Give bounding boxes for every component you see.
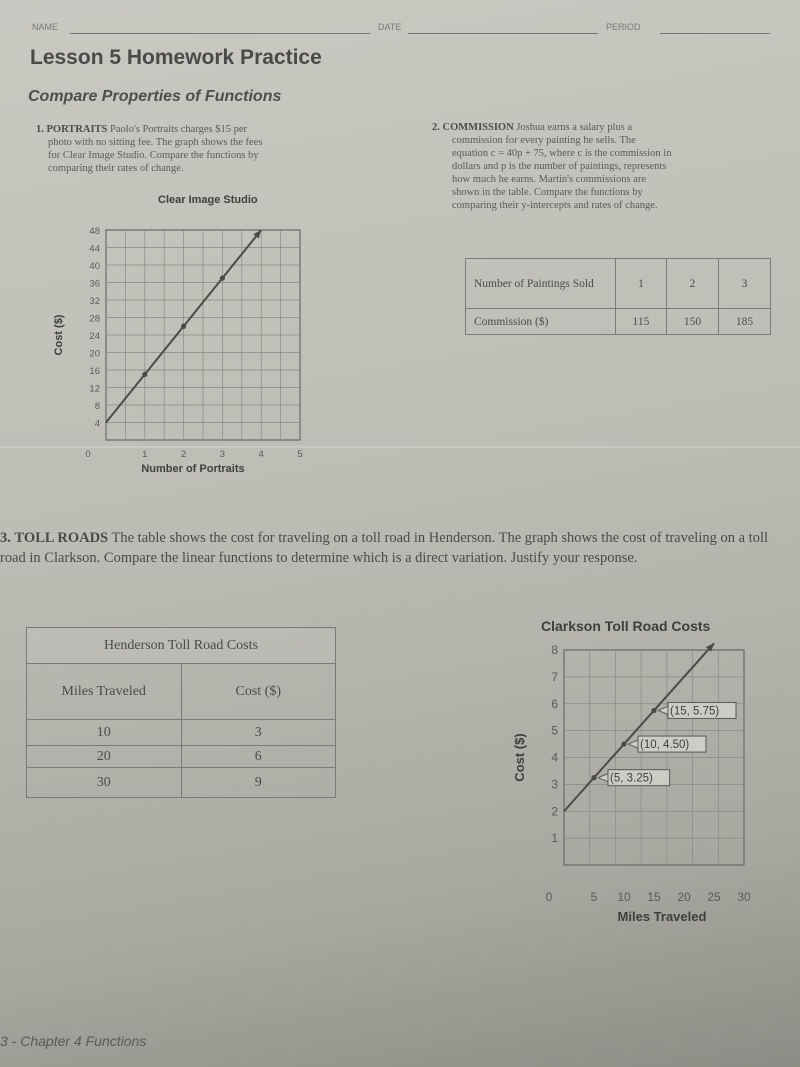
table-cell: 2 bbox=[666, 259, 718, 309]
table-cell: 30 bbox=[27, 768, 182, 798]
problem-2-line: equation c = 40p + 75, where c is the commission in bbox=[452, 148, 672, 159]
lesson-title: Lesson 5 Homework Practice bbox=[30, 46, 322, 69]
point-annotation-pointer bbox=[628, 740, 638, 748]
problem-2-line: Joshua earns a salary plus a bbox=[516, 122, 633, 133]
table-row bbox=[27, 628, 336, 664]
table-cell: 3 bbox=[718, 259, 770, 309]
y-tick-label: 3 bbox=[551, 777, 558, 792]
footer-text: 3 - Chapter 4 Functions bbox=[0, 1033, 147, 1049]
y-tick-label: 20 bbox=[89, 348, 100, 360]
problem-3-body: The table shows the cost for traveling on a toll road in Henderson. The graph shows the cost of traveling on a toll road in Clarkson. Compare the linear functions to determine which is a direct variation. Justify your response. bbox=[0, 530, 769, 566]
table-row bbox=[466, 309, 771, 335]
point-annotation-label: (5, 3.25) bbox=[610, 772, 653, 785]
table-cell: 185 bbox=[718, 309, 770, 335]
problem-2-number: 2. bbox=[432, 122, 440, 133]
table-header-cell: Number of Paintings Sold bbox=[466, 259, 616, 309]
data-point bbox=[621, 741, 626, 746]
point-annotation-pointer bbox=[658, 706, 668, 714]
x-tick-label: 20 bbox=[677, 890, 691, 904]
problem-1-text bbox=[36, 123, 396, 175]
date-label: DATE bbox=[378, 22, 402, 32]
point-annotation-label: (15, 5.75) bbox=[670, 705, 720, 718]
problem-3-number: 3. bbox=[0, 530, 11, 546]
x-tick-label: 1 bbox=[142, 449, 148, 460]
x-tick-label: 0 bbox=[545, 890, 553, 904]
data-point bbox=[220, 276, 225, 281]
x-tick-label: 4 bbox=[258, 449, 264, 460]
y-axis-label: Cost ($) bbox=[512, 733, 527, 782]
table-cell: 10 bbox=[27, 720, 182, 746]
point-annotation-label: (10, 4.50) bbox=[640, 739, 690, 752]
clarkson-toll-chart bbox=[500, 640, 770, 940]
y-tick-label: 8 bbox=[94, 401, 100, 412]
problem-2-line: how much he earns. Martin's commissions are bbox=[452, 174, 647, 185]
table-header-cell: Cost ($) bbox=[181, 664, 336, 720]
x-tick-label: 5 bbox=[590, 890, 598, 904]
x-tick-label: 3 bbox=[219, 449, 226, 460]
data-point bbox=[591, 775, 596, 780]
problem-1-line: comparing their rates of change. bbox=[48, 163, 184, 174]
date-rule bbox=[408, 33, 598, 34]
y-tick-label: 5 bbox=[551, 723, 558, 738]
x-tick-label: 30 bbox=[737, 890, 751, 904]
table-row bbox=[27, 720, 336, 746]
chart-1-title: Clear Image Studio bbox=[158, 194, 258, 206]
y-tick-label: 40 bbox=[89, 261, 100, 272]
y-tick-label: 44 bbox=[89, 243, 100, 255]
y-tick-label: 24 bbox=[89, 331, 100, 342]
problem-2-text bbox=[432, 121, 782, 212]
y-tick-label: 2 bbox=[551, 804, 558, 819]
problem-1-line: photo with no sitting fee. The graph shows the fees bbox=[48, 137, 263, 148]
problem-2-heading: COMMISSION bbox=[442, 122, 514, 133]
problem-1-heading: PORTRAITS bbox=[46, 124, 108, 135]
x-tick-label: 15 bbox=[647, 890, 661, 904]
y-tick-label: 48 bbox=[89, 226, 100, 237]
point-annotation-pointer bbox=[598, 774, 608, 782]
data-point bbox=[181, 324, 186, 329]
y-tick-label: 4 bbox=[551, 750, 558, 765]
chart-2-title: Clarkson Toll Road Costs bbox=[541, 618, 711, 634]
period-label: PERIOD bbox=[606, 22, 641, 32]
lesson-subtitle: Compare Properties of Functions bbox=[28, 88, 282, 105]
table-title: Henderson Toll Road Costs bbox=[27, 628, 336, 664]
table-cell: 115 bbox=[616, 309, 667, 335]
problem-3-heading: TOLL ROADS bbox=[14, 530, 109, 546]
data-point bbox=[142, 372, 147, 377]
table-cell: 150 bbox=[666, 309, 718, 335]
problem-2-line: commission for every painting he sells. The bbox=[452, 135, 636, 146]
table-cell: 9 bbox=[181, 768, 336, 798]
data-point bbox=[651, 708, 656, 713]
table-header-cell: Commission ($) bbox=[466, 309, 616, 335]
name-rule bbox=[70, 33, 370, 34]
y-axis-label: Cost ($) bbox=[53, 314, 65, 356]
y-tick-label: 36 bbox=[89, 278, 100, 290]
y-tick-label: 4 bbox=[94, 418, 100, 430]
problem-2-line: shown in the table. Compare the functions by bbox=[452, 187, 643, 198]
y-tick-label: 16 bbox=[89, 366, 100, 377]
table-header-cell: Miles Traveled bbox=[27, 664, 182, 720]
problem-1-number: 1. bbox=[36, 124, 44, 135]
name-label: NAME bbox=[32, 22, 59, 32]
x-tick-label: 5 bbox=[297, 449, 303, 460]
henderson-table bbox=[26, 627, 336, 798]
problem-1-line: Paolo's Portraits charges $15 per bbox=[110, 124, 248, 135]
y-tick-label: 12 bbox=[89, 383, 100, 395]
table-cell: 1 bbox=[616, 259, 667, 309]
y-tick-label: 8 bbox=[551, 643, 558, 657]
problem-2-line: comparing their y-intercepts and rates of change. bbox=[452, 200, 658, 211]
y-tick-label: 1 bbox=[551, 831, 558, 846]
x-tick-label: 25 bbox=[707, 890, 721, 904]
y-tick-label: 7 bbox=[551, 669, 558, 684]
problem-2-line: dollars and p is the number of paintings, represents bbox=[452, 161, 667, 172]
table-row bbox=[27, 746, 336, 768]
clear-image-studio-chart bbox=[40, 215, 320, 480]
y-tick-label: 6 bbox=[551, 696, 558, 711]
problem-3-text bbox=[0, 528, 790, 568]
problem-1-line: for Clear Image Studio. Compare the functions by bbox=[48, 150, 259, 161]
table-cell: 20 bbox=[27, 746, 182, 768]
table-cell: 3 bbox=[181, 720, 336, 746]
table-row bbox=[27, 664, 336, 720]
x-tick-label: 2 bbox=[180, 449, 187, 460]
period-rule bbox=[660, 33, 770, 34]
x-axis-label: Number of Portraits bbox=[141, 463, 245, 475]
x-tick-label: 0 bbox=[85, 449, 91, 460]
y-tick-label: 28 bbox=[89, 313, 100, 325]
commission-table bbox=[465, 258, 771, 335]
table-cell: 6 bbox=[181, 746, 336, 768]
table-row bbox=[466, 259, 771, 309]
y-tick-label: 32 bbox=[89, 296, 100, 307]
table-row bbox=[27, 768, 336, 798]
x-tick-label: 10 bbox=[617, 890, 631, 904]
x-axis-label: Miles Traveled bbox=[617, 909, 707, 924]
